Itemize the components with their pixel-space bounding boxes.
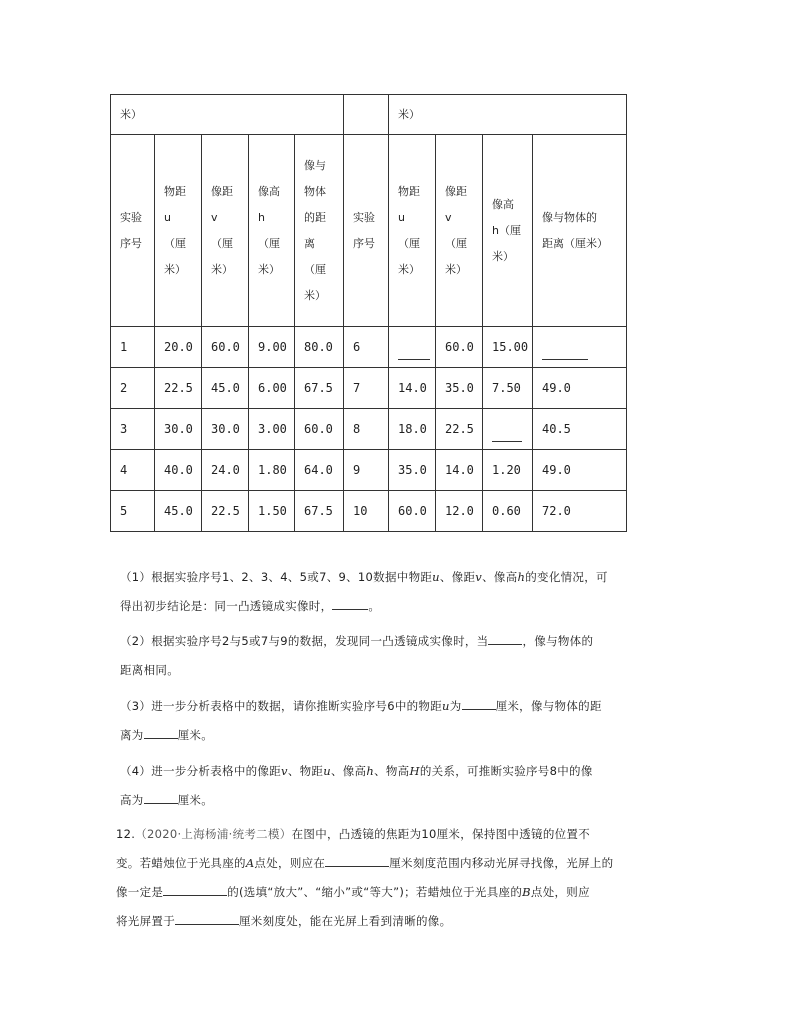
answer-blank[interactable] (332, 596, 368, 610)
table-cell (483, 409, 533, 450)
table-cell: 6 (344, 327, 389, 368)
answer-blank[interactable] (144, 790, 178, 804)
table-cell: 49.0 (533, 450, 627, 491)
column-header: 实验 序号 (111, 135, 155, 327)
answer-blank[interactable] (144, 725, 178, 739)
column-header: 像距 v （厘 米） (202, 135, 249, 327)
table-cell: 45.0 (155, 491, 202, 532)
table-cell: 1 (111, 327, 155, 368)
table-cell: 30.0 (202, 409, 249, 450)
table-cell: 67.5 (295, 491, 344, 532)
answer-blank[interactable] (492, 427, 522, 442)
top-middle-cell (344, 95, 389, 135)
table-cell: 22.5 (202, 491, 249, 532)
column-header: 物距 u （厘 米） (155, 135, 202, 327)
table-cell: 7 (344, 368, 389, 409)
table-cell: 40.0 (155, 450, 202, 491)
answer-blank[interactable] (163, 882, 227, 896)
table-cell: 80.0 (295, 327, 344, 368)
table-cell: 22.5 (436, 409, 483, 450)
table-cell: 30.0 (155, 409, 202, 450)
table-cell: 9 (344, 450, 389, 491)
table-row (111, 327, 627, 368)
top-left-cell: 米） (111, 95, 344, 135)
table-cell: 15.00 (483, 327, 533, 368)
table-cell: 22.5 (155, 368, 202, 409)
question-4: （4）进一步分析表格中的像距v、物距u、像高h、物高H的关系，可推断实验序号8中的像 高为 厘米。 (120, 764, 593, 807)
column-header: 像距 v （厘 米） (436, 135, 483, 327)
table-row (111, 368, 627, 409)
column-header: 像与物体的 距离（厘米） (533, 135, 627, 327)
table-cell: 40.5 (533, 409, 627, 450)
table-cell: 3.00 (249, 409, 295, 450)
question-1: （1）根据实验序号1、2、3、4、5或7、9、10数据中物距u、像距v、像高h的变化情况，可 得出初步结论是：同一凸透镜成实像时， 。 (120, 570, 608, 613)
table-cell: 4 (111, 450, 155, 491)
top-right-cell: 米） (389, 95, 627, 135)
answer-blank[interactable] (542, 345, 588, 360)
table-cell (533, 327, 627, 368)
table-body (111, 327, 627, 532)
answer-blank[interactable] (488, 631, 522, 645)
table-cell: 1.80 (249, 450, 295, 491)
column-header: 物距 u （厘 米） (389, 135, 436, 327)
table-row (111, 409, 627, 450)
column-header: 像与 物体 的距 离 （厘 米） (295, 135, 344, 327)
table-cell: 6.00 (249, 368, 295, 409)
table-cell: 24.0 (202, 450, 249, 491)
column-header: 像高 h（厘 米） (483, 135, 533, 327)
table-row-top (111, 95, 627, 135)
answer-blank[interactable] (462, 696, 496, 710)
experiment-table (110, 94, 627, 532)
question-12: 12.（2020·上海杨浦·统考二模）在图中，凸透镜的焦距为10厘米，保持图中透镜的位置不 变。若蜡烛位于光具座的A点处，则应在 厘米刻度范围内移动光屏寻找像，光屏上的 像一定是 的(选填“放大”、“缩小”或“等大”)；若蜡烛位于光具座的B点处，则应 将光屏置于 厘米刻度处，能在光屏上看到清晰的像。 (116, 827, 614, 928)
table-cell: 10 (344, 491, 389, 532)
answer-blank[interactable] (325, 853, 389, 867)
table-cell: 72.0 (533, 491, 627, 532)
table-cell: 5 (111, 491, 155, 532)
table-cell: 2 (111, 368, 155, 409)
table-cell: 8 (344, 409, 389, 450)
question-source: （2020·上海杨浦·统考二模） (135, 827, 292, 841)
question-3: （3）进一步分析表格中的数据，请你推断实验序号6中的物距u为 厘米，像与物体的距 离为 厘米。 (120, 692, 690, 750)
table-cell: 18.0 (389, 409, 436, 450)
table-cell: 35.0 (436, 368, 483, 409)
table-cell: 49.0 (533, 368, 627, 409)
table-cell: 35.0 (389, 450, 436, 491)
table-cell: 64.0 (295, 450, 344, 491)
table-cell: 3 (111, 409, 155, 450)
table-cell: 60.0 (295, 409, 344, 450)
table-cell: 7.50 (483, 368, 533, 409)
table-cell: 12.0 (436, 491, 483, 532)
table-cell: 1.20 (483, 450, 533, 491)
table-header-row (111, 135, 627, 327)
question-2: （2）根据实验序号2与5或7与9的数据，发现同一凸透镜成实像时，当 ，像与物体的 距离相同。 (120, 627, 690, 685)
table-cell: 9.00 (249, 327, 295, 368)
table-cell: 14.0 (389, 368, 436, 409)
table-cell: 67.5 (295, 368, 344, 409)
question-number: 12. (116, 827, 136, 841)
column-header: 像高 h （厘 米） (249, 135, 295, 327)
table-cell (389, 327, 436, 368)
table-row (111, 450, 627, 491)
table-cell: 14.0 (436, 450, 483, 491)
table-cell: 45.0 (202, 368, 249, 409)
table-cell: 20.0 (155, 327, 202, 368)
table-cell: 60.0 (202, 327, 249, 368)
table-cell: 1.50 (249, 491, 295, 532)
table-cell: 60.0 (436, 327, 483, 368)
column-header: 实验 序号 (344, 135, 389, 327)
table-row (111, 491, 627, 532)
table-cell: 60.0 (389, 491, 436, 532)
answer-blank[interactable] (175, 911, 239, 925)
table-cell: 0.60 (483, 491, 533, 532)
answer-blank[interactable] (398, 345, 430, 360)
